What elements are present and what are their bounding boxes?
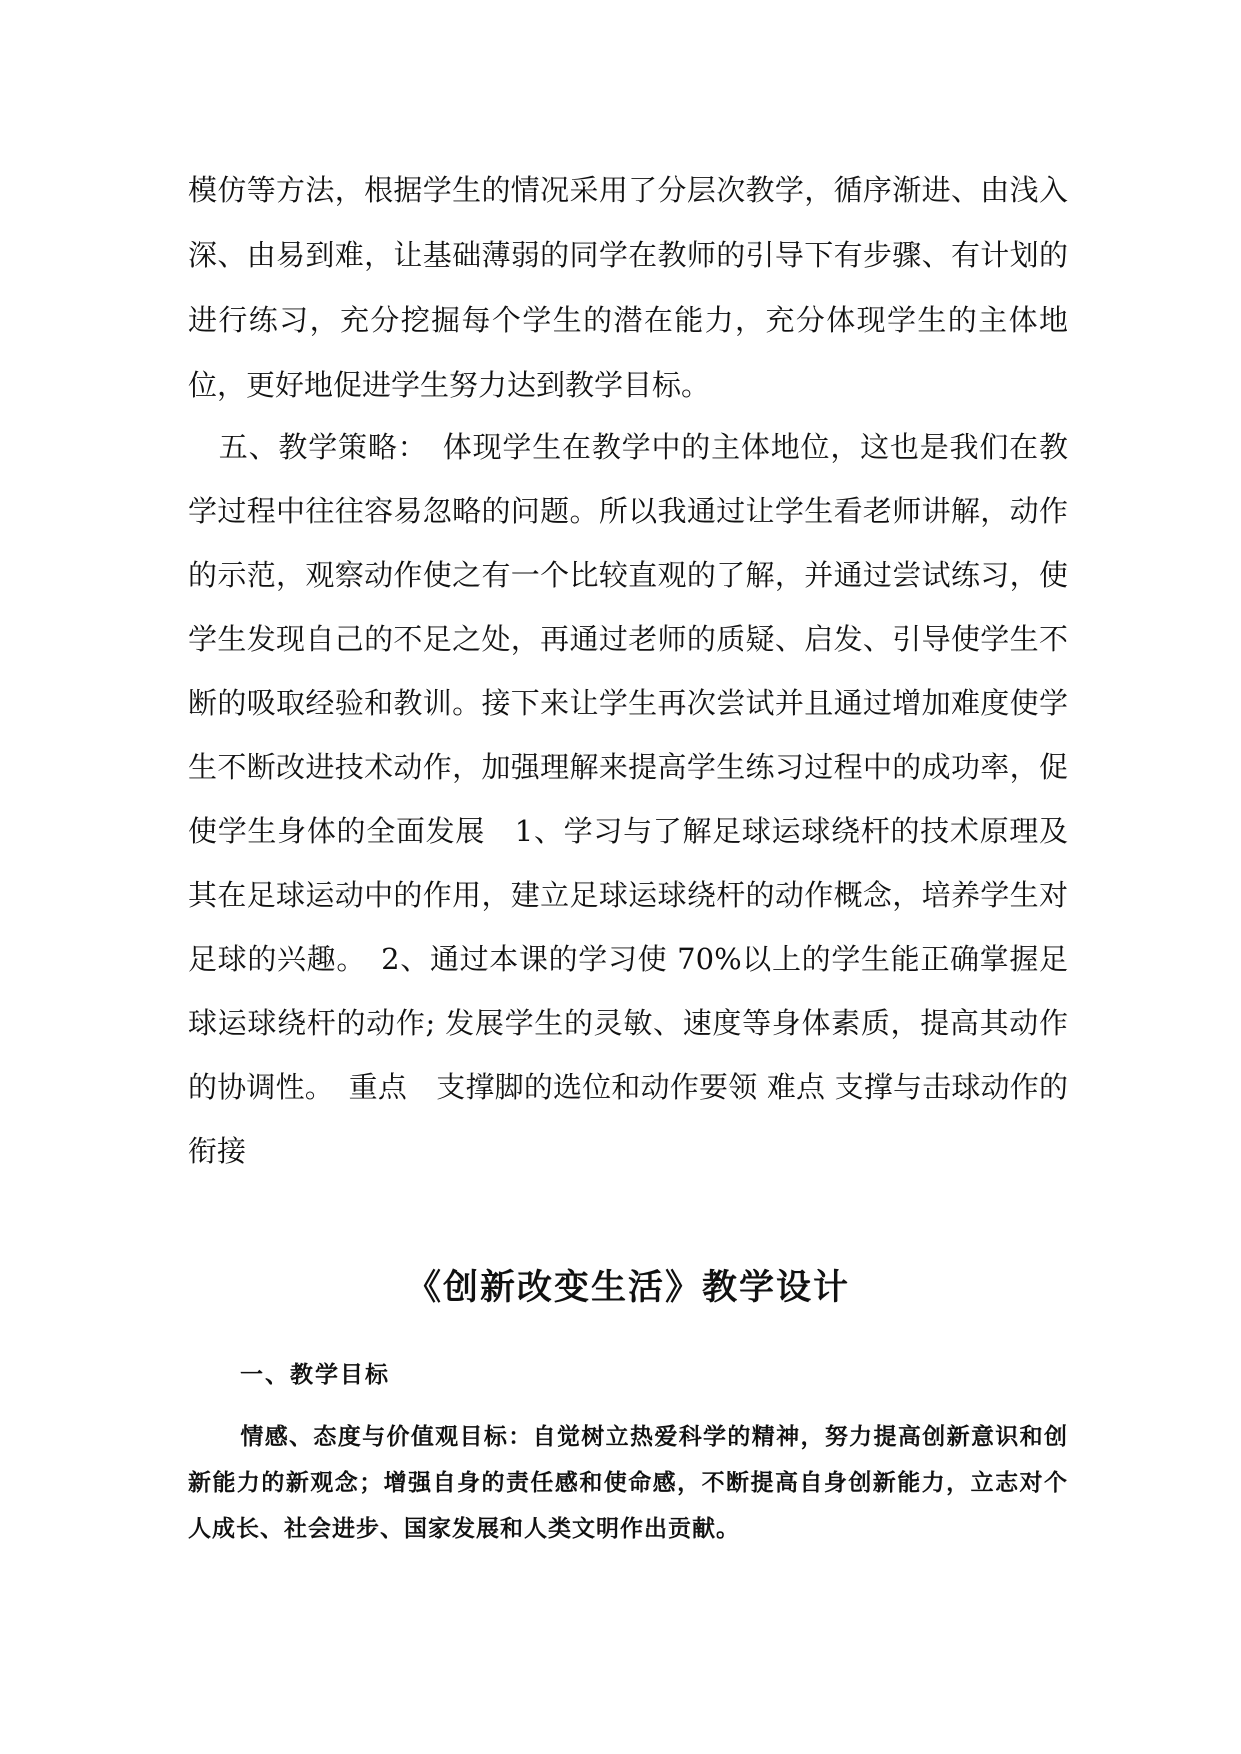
paragraph-teaching-method: 模仿等方法，根据学生的情况采用了分层次教学，循序渐进、由浅入深、由易到难，让基础薄弱的同学在教师的引导下有步骤、有计划的进行练习，充分挖掘每个学生的潜在能力，充分体现学生的主体地位，更好地促进学生努力达到教学目标。 — [188, 173, 1068, 402]
paragraph-teaching-strategy-text: 五、教学策略： 体现学生在教学中的主体地位，这也是我们在教学过程中往往容易忽略的问题。所以我通过让学生看老师讲解，动作的示范，观察动作使之有一个比较直观的了解，并通过尝试练习，使学生发现自己的不足之处，再通过老师的质疑、启发、引导使学生不断的吸取经验和教训。接下来让学生再次尝试并且通过增加难度使学生不断改进技术动作，加强理解来提高学生练习过程中的成功率，促使学生身体的全面发展 1、学习与了解足球运球绕杆的技术原理及其在足球运动中的作用，建立足球运球绕杆的动作概念，培养学生对足球的兴趣。 2、通过本课的学习使 70%以上的学生能正确掌握足球运球绕杆的动作; 发展学生的灵敏、速度等身体素质，提高其动作的协调性。 重点 支撑脚的选位和动作要领 难点 支撑与击球动作的衔接 — [188, 430, 1068, 1168]
document-title: 《创新改变生活》教学设计 — [405, 1267, 850, 1308]
paragraph-emotion-goals-text: 情感、态度与价值观目标：自觉树立热爱科学的精神，努力提高创新意识和创新能力的新观念；增强自身的责任感和使命感，不断提高自身创新能力，立志对个人成长、社会进步、国家发展和人类文明作出贡献。 — [188, 1423, 1068, 1542]
paragraph-teaching-strategy — [188, 415, 1068, 1183]
paragraph-emotion-goals — [188, 1414, 1068, 1552]
section-heading-teaching-goals: 一、教学目标 — [240, 1361, 390, 1388]
